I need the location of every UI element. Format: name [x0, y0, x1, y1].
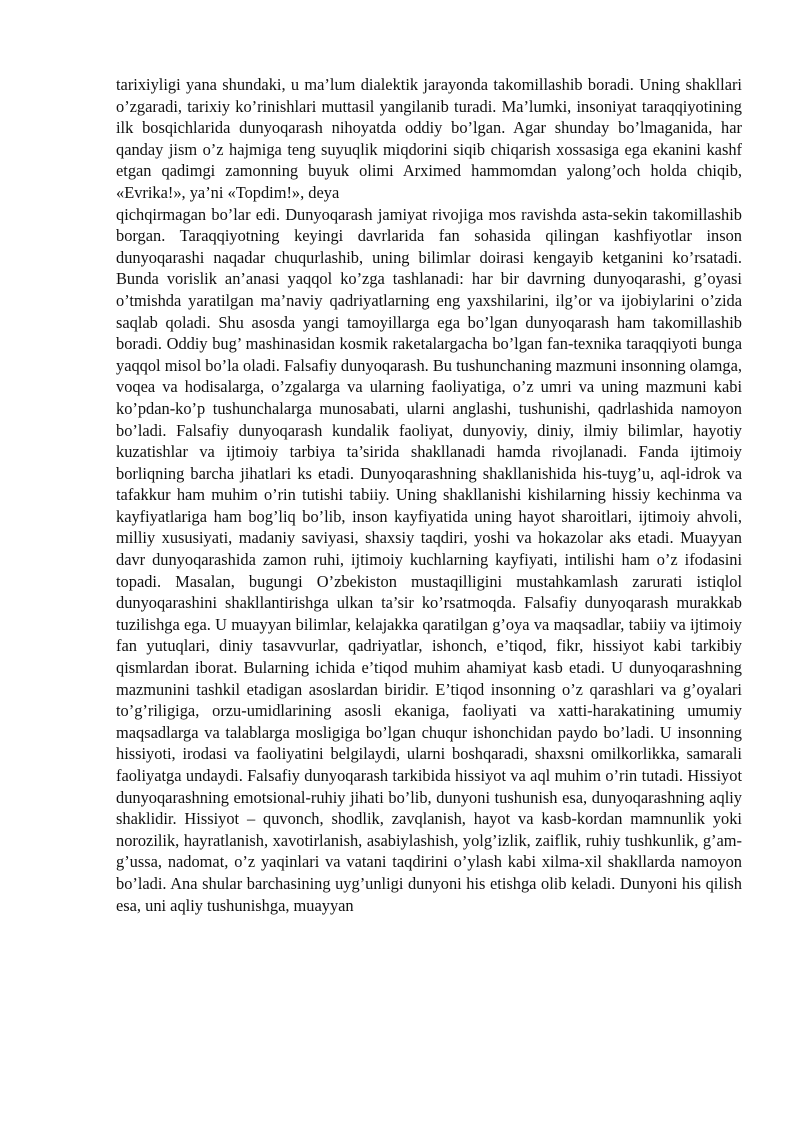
- paragraph: qichqirmagan bo’lar edi. Dunyoqarash jamiyat rivojiga mos ravishda asta-sekin takomillashib borgan. Taraqqiyotning keyingi davrlarida fan sohasida qilingan kashfiyotlar inson dunyoqarashi naqadar chuqurlashib, uning bilimlar doirasi kengayib ketganini ko’rsatadi. Bunda vorislik an’anasi yaqqol ko’zga tashlanadi: har bir davrning dunyoqarashi, g’oyasi o’tmishda yaratilgan ma’naviy qadriyatlarning eng yaxshilarini, ilg’or va ijobiylarini o’zida saqlab qoladi. Shu asosda yangi tamoyillarga ega bo’lgan dunyoqarash ham takomillashib boradi. Oddiy bug’ mashinasidan kosmik raketalargacha bo’lgan fan-texnika taraqqiyoti bunga yaqqol misol bo’la oladi. Falsafiy dunyoqarash. Bu tushunchaning mazmuni insonning olamga, voqea va hodisalarga, o’zgalarga va ularning faoliyatiga, o’z umri va uning mazmuni kabi ko’pdan-ko’p tushunchalarga munosabati, ularni anglashi, tushunishi, qadrlashida namoyon bo’ladi. Falsafiy dunyoqarash kundalik faoliyat, dunyoviy, diniy, ilmiy bilimlar, hayotiy kuzatishlar va ijtimoiy tarbiya ta’sirida shakllanadi hamda rivojlanadi. Fanda ijtimoiy borliqning barcha jihatlari ks etadi. Dunyoqarashning shakllanishida his-tuyg’u, aql-idrok va tafakkur ham muhim o’rin tutishi tabiiy. Uning shakllanishi kishilarning hissiy kechinma va kayfiyatlariga ham bog’liq bo’lib, inson kayfiyatida uning hayot sharoitlari, ijtimoiy ahvoli, milliy xususiyati, madaniy saviyasi, shaxsiy taqdiri, yoshi va hokazolar aks etadi. Muayyan davr dunyoqarashida zamon ruhi, ijtimoiy kuchlarning kayfiyati, intilishi ham o’z ifodasini topadi. Masalan, bugungi O’zbekiston mustaqilligini mustahkamlash zarurati istiqlol dunyoqarashini shakllantirishga ulkan ta’sir ko’rsatmoqda. Falsafiy dunyoqarash murakkab tuzilishga ega. U muayyan bilimlar, kelajakka qaratilgan g’oya va maqsadlar, tabiiy va ijtimoiy fan yutuqlari, diniy tasavvurlar, qadriyatlar, ishonch, e’tiqod, fikr, hissiyot kabi tarkibiy qismlardan iborat. Bularning ichida e’tiqod muhim ahamiyat kasb etadi. U dunyoqarashning mazmunini tashkil etadigan asoslardan biridir. E’tiqod insonning o’z qarashlari va g’oyalari to’g’riligiga, orzu-umidlarining asosli ekaniga, faoliyati va xatti-harakatining umumiy maqsadlarga va talablarga mosligiga bo’lgan chuqur ishonchidan paydo bo’ladi. U insonning hissiyoti, irodasi va faoliyatini belgilaydi, ularni boshqaradi, shaxsni omilkorlikka, samarali faoliyatga undaydi. Falsafiy dunyoqarash tarkibida hissiyot va aql muhim o’rin tutadi. Hissiyot dunyoqarashning emotsional-ruhiy jihati bo’lib, dunyoni tushunish esa, dunyoqarashning aqliy shaklidir. Hissiyot – quvonch, shodlik, zavqlanish, hayot va kasb-kordan mamnunlik yoki norozilik, hayratlanish, xavotirlanish, asabiylashish, yolg’izlik, zaiflik, ruhiy tushkunlik, g’am-g’ussa, nadomat, o’z yaqinlari va vatani taqdirini o’ylash kabi xilma-xil shakllarda namoyon bo’ladi. Ana shular barchasining uyg’unligi dunyoni his etishga olib keladi. Dunyoni his qilish esa, uni aqliy tushunishga, muayyan: [116, 204, 742, 915]
- document-page: [116, 74, 742, 916]
- paragraph: tarixiyligi yana shundaki, u ma’lum dialektik jarayonda takomillashib boradi. Uning shakllari o’zgaradi, tarixiy ko’rinishlari muttasil yangilanib turadi. Ma’lumki, insoniyat taraqqiyotining ilk bosqichlarida dunyoqarash nihoyatda oddiy bo’lgan. Agar shunday bo’lmaganida, har qanday jism o’z hajmiga teng suyuqlik miqdorini siqib chiqarish xossasiga ega ekanini kashf etgan qadimgi zamonning buyuk olimi Arximed hammomdan yalong’och holda chiqib, «Evrika!», ya’ni «Topdim!», deya: [116, 75, 742, 202]
